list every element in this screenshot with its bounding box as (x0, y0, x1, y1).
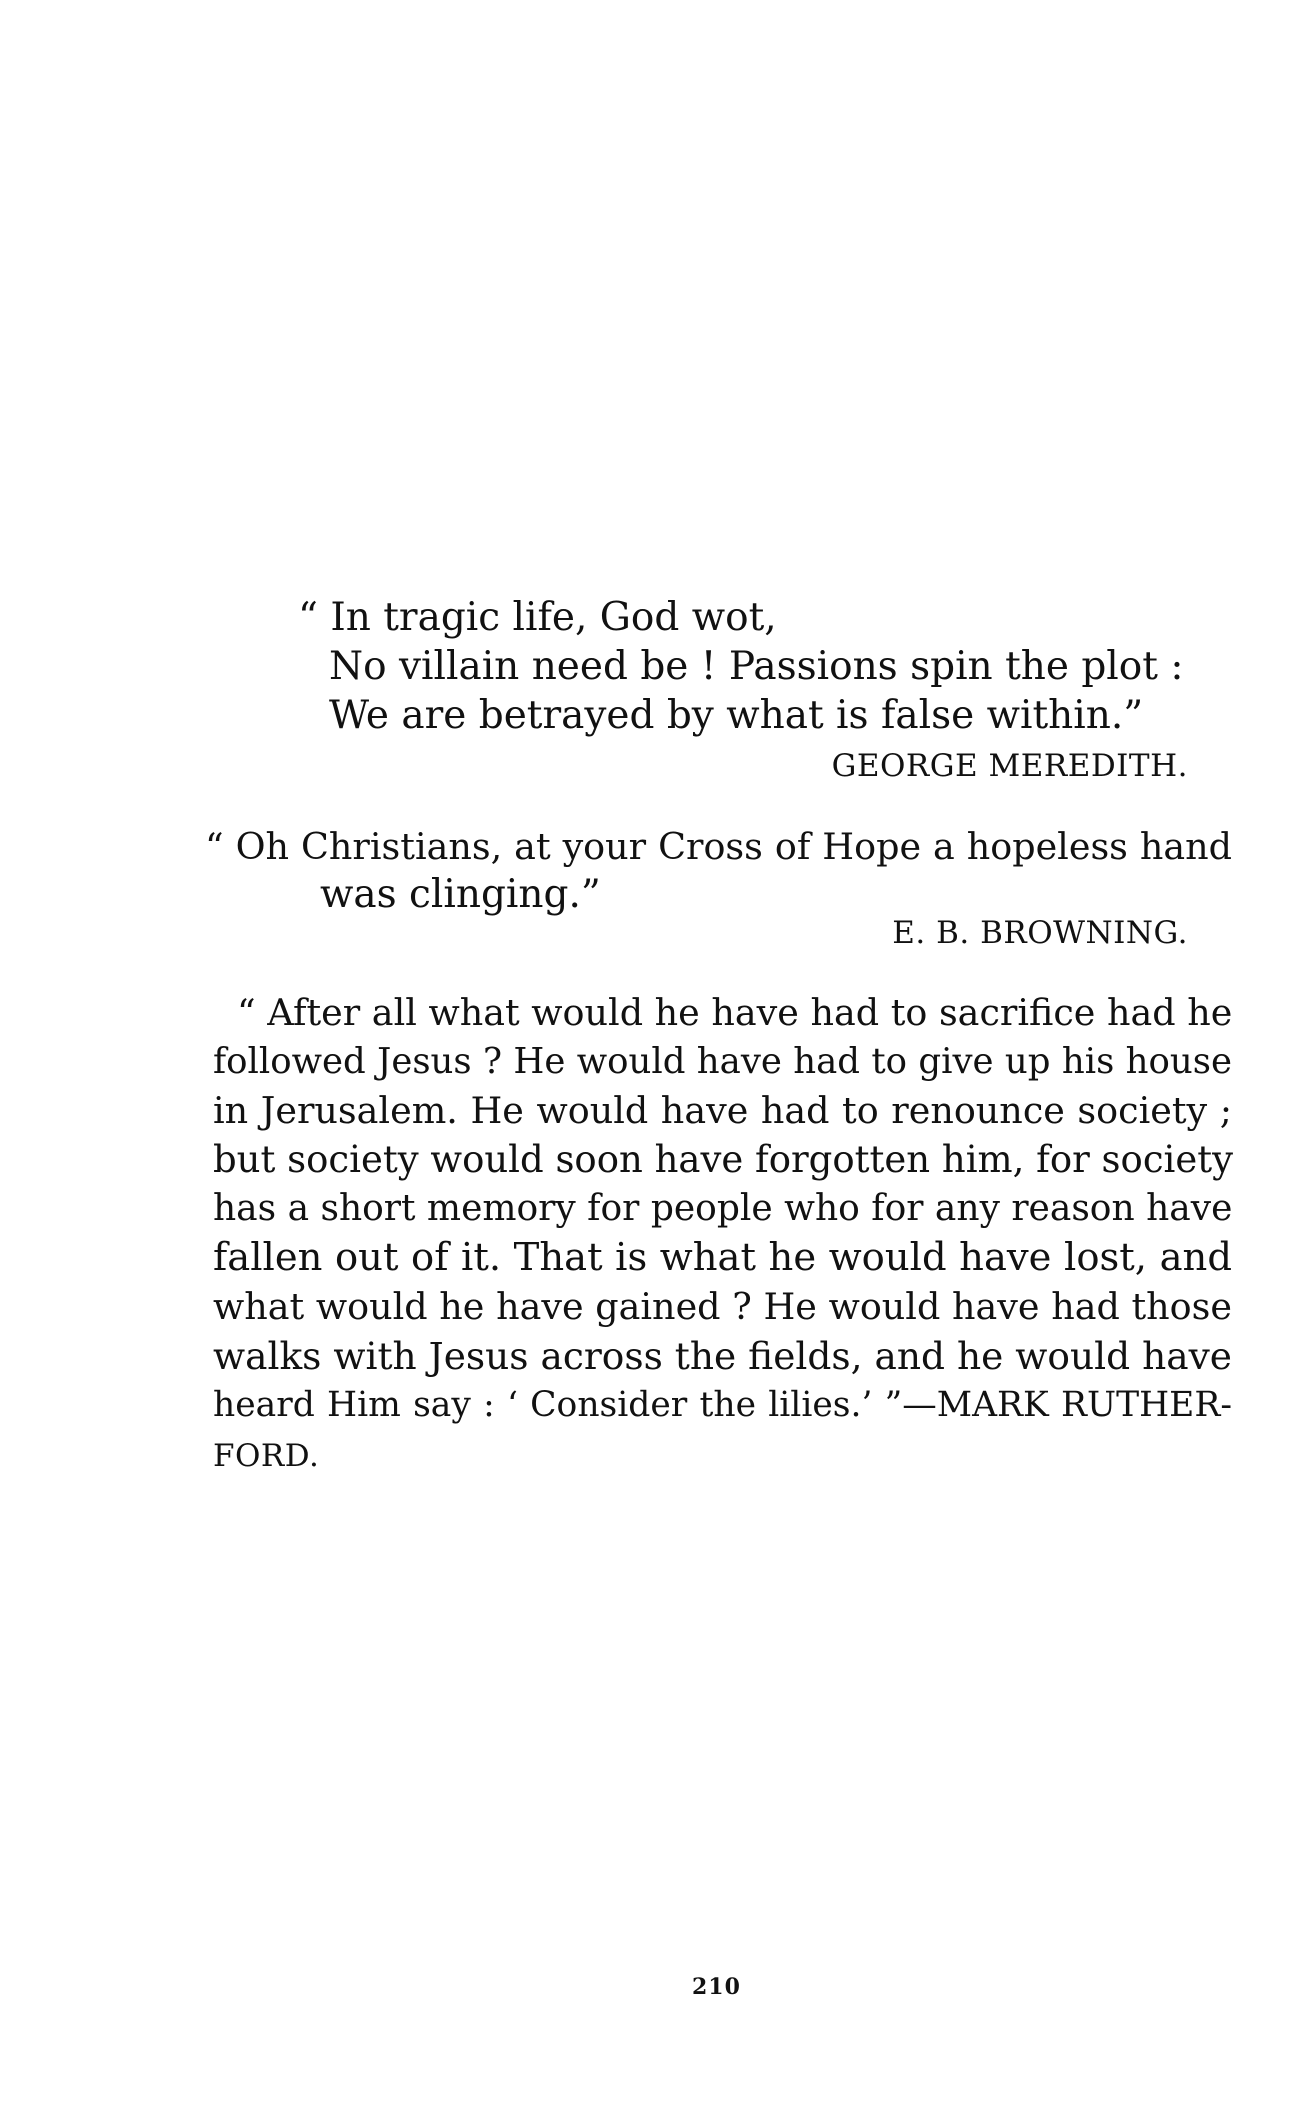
quote1-line-3: We are betrayed by what is false within.” (329, 693, 1144, 738)
quote1-attribution: GEORGE MEREDITH. (831, 748, 1188, 784)
quote3-line-4: but society would soon have forgotten him, for society (213, 1138, 1234, 1181)
page-number: 210 (692, 1974, 741, 2000)
quote1-line-2: No villain need be ! Passions spin the plot : (329, 644, 1184, 689)
quote2-line-1: “ Oh Christians, at your Cross of Hope a hopeless hand (205, 825, 1232, 868)
quote3-line-9: heard Him say : ‘ Consider the lilies.’ ”—MARK RUTHER- (213, 1385, 1232, 1425)
quote1-line-1: “ In tragic life, God wot, (298, 595, 777, 640)
quote2-line-2: was clinging.” (320, 872, 601, 917)
quote3-last-line: FORD. (213, 1438, 320, 1474)
quote3-line-6: fallen out of it. That is what he would have lost, and (213, 1235, 1232, 1280)
quote3-line-7: what would he have gained ? He would have had those (213, 1285, 1232, 1328)
quote3-line-8: walks with Jesus across the fields, and he would have (213, 1334, 1232, 1378)
quote3-line-5: has a short memory for people who for any reason have (213, 1188, 1233, 1229)
quote3-line-2: followed Jesus ? He would have had to give up his house (213, 1041, 1232, 1082)
quote3-line-1: “ After all what would he have had to sacrifice had he (237, 991, 1233, 1034)
quote3-line-3: in Jerusalem. He would have had to renounce society ; (213, 1089, 1232, 1132)
quote2-attribution: E. B. BROWNING. (892, 915, 1188, 951)
